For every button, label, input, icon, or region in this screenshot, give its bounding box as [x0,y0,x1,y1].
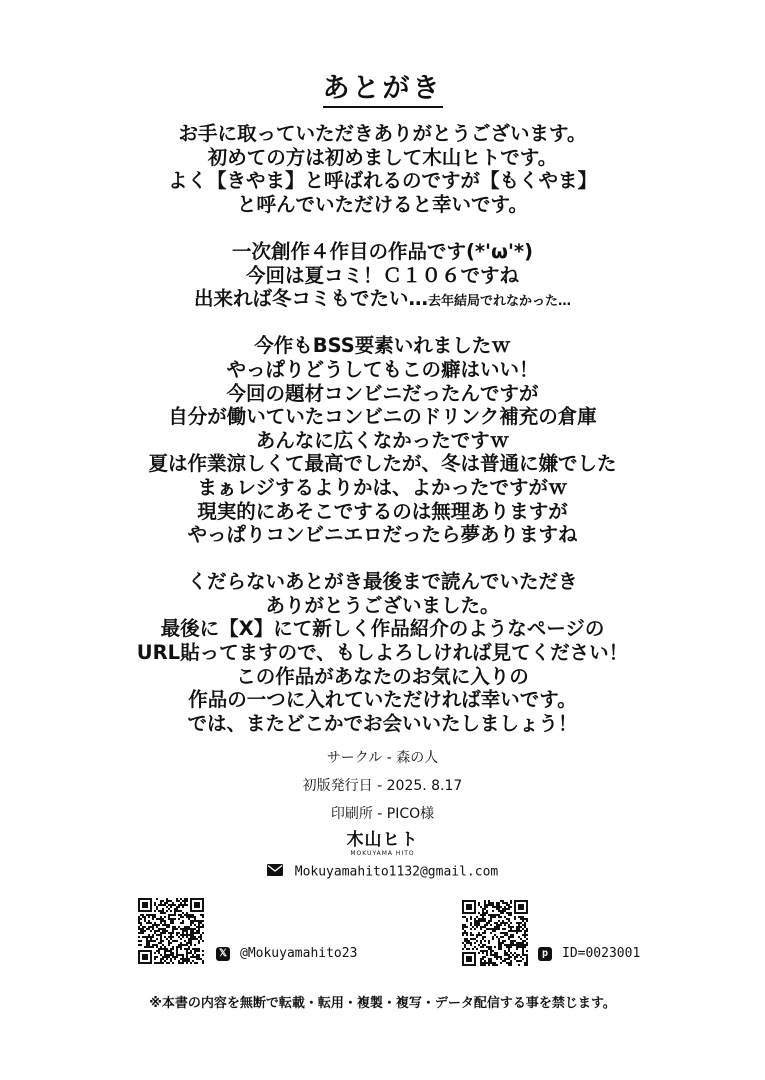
afterword-line-text: 作品の一つに入れていただければ幸いです。 [188,688,577,712]
afterword-line [0,240,765,264]
afterword-line [0,452,765,476]
envelope-icon [267,864,283,880]
circle-name: サークル - 森の人 [326,750,439,766]
afterword-line-text: 今作もBSS要素いれましたｗ [254,334,511,358]
afterword-line [0,382,765,406]
afterword-line-text: やっぱりどうしてもこの癖はいい！ [226,357,539,381]
pixiv-logo-icon: p [538,947,552,961]
afterword-line [0,169,765,193]
afterword-line [0,358,765,382]
afterword-line [0,570,765,594]
afterword-line [0,193,765,217]
pixiv-profile-qr-code [462,900,528,966]
afterword-line [0,405,765,429]
x-logo-icon: 𝕏 [216,947,230,961]
afterword-line-text: この作品があなたのお気に入りの [236,664,529,688]
afterword-line-text: 最後に【X】にて新しく作品紹介のようなページの [160,617,605,641]
afterword-line-text: と呼んでいただけると幸いです。 [237,192,528,216]
afterword-line-text: ありがとうございました。 [265,593,500,617]
afterword-line [0,500,765,524]
afterword-line [0,146,765,170]
afterword-line [0,334,765,358]
afterword-line-text: 今回は夏コミ！Ｃ１０６ですね [245,263,519,287]
author-name: 木山ヒト [346,830,419,850]
printer-name: 印刷所 - PICO様 [330,806,435,822]
afterword-line-text: 初めての方は初めまして木山ヒトです。 [207,145,558,169]
email-address[interactable]: Mokuyamahito1132@gmail.com [294,864,499,880]
afterword-line-text: 出来れば冬コミもでたい… [193,287,428,311]
x-profile-qr-code [138,898,204,964]
pixiv-id-row [538,946,640,961]
afterword-line-text: では、またどこかでお会いいたしましょう！ [187,711,578,735]
release-date: 初版発行日 - 2025. 8.17 [302,778,463,794]
afterword-line-text: 現実的にあそこでするのは無理ありますが [197,499,568,523]
x-handle-row [216,946,357,961]
x-handle[interactable]: @Mokuyamahito23 [240,946,358,961]
afterword-line-text: 今回の題材コンビニだったんですが [226,381,539,405]
copyright-notice: ※本書の内容を無断で転載・転用・複製・複写・データ配信する事を禁じます。 [149,996,616,1011]
page-title: あとがき [0,66,765,105]
afterword-line-text: くだらないあとがき最後まで読んでいただき [187,570,578,594]
afterword-line-text: お手に取っていただきありがとうございます。 [178,122,587,145]
afterword-line-text: やっぱりコンビニエロだったら夢ありますね [187,523,578,547]
afterword-line [0,617,765,641]
afterword-line [0,287,765,311]
afterword-body [0,122,765,735]
pixiv-id[interactable]: ID=0023001 [562,946,641,961]
email-row [0,864,765,880]
afterword-line [0,688,765,712]
afterword-line-text: 夏は作業涼しくて最高でしたが、冬は普通に嫌でした [148,452,617,476]
afterword-line-text: URL貼ってますので、もしよろしければ見てください！ [136,641,629,665]
afterword-line [0,665,765,689]
afterword-line [0,476,765,500]
afterword-line-text: よく【きやま】と呼ばれるのですが【もくやま】 [167,169,597,193]
afterword-line [0,712,765,736]
afterword-line-text: まぁレジするよりかは、よかったですがｗ [197,475,568,499]
afterword-line [0,523,765,547]
afterword-line [0,429,765,453]
afterword-line-text: あんなに広くなかったですｗ [255,428,510,452]
afterword-line-text: 自分が働いていたコンビニのドリンク補充の倉庫 [168,405,597,429]
author-romaji: MOKUYAMA HITO [350,850,415,857]
afterword-aside-text: 去年結局でれなかった… [428,294,572,310]
afterword-line [0,641,765,665]
afterword-line [0,122,765,146]
afterword-line [0,594,765,618]
afterword-line [0,264,765,288]
afterword-line-text: 一次創作４作目の作品です(*'ω'*) [231,239,534,263]
colophon [0,746,765,858]
